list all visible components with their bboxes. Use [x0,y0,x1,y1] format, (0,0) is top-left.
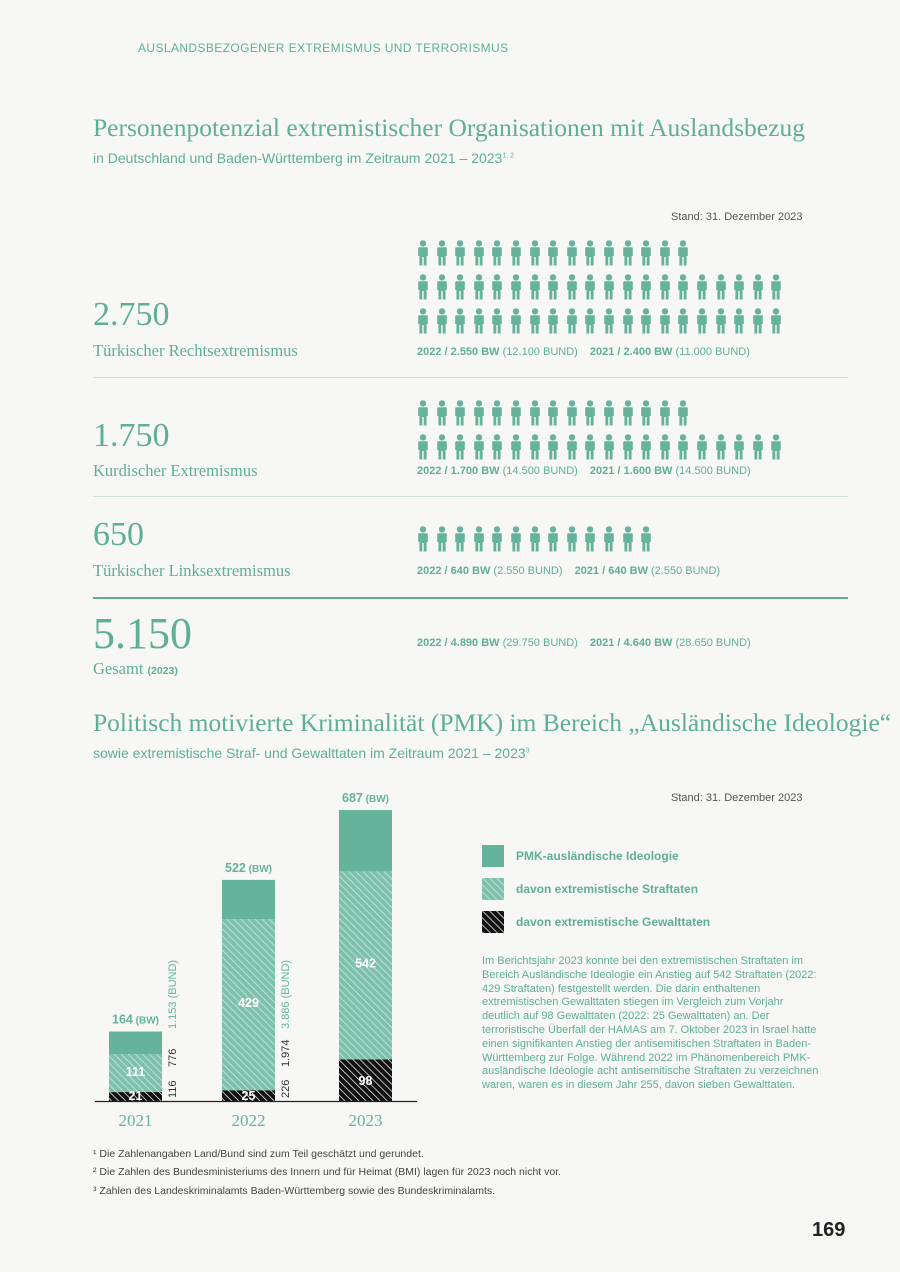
stat-2021: 2021 / 2.400 BW (11.000 BUND) [589,346,750,358]
footnote-1: ¹ Die Zahlenangaben Land/Bund sind zum Teil geschätzt und gerundet. [93,1148,424,1160]
bund-label-pmk-2021: 1.153 (BUND) [167,959,179,1029]
data-label-gewalttaten-2023: 98 [358,1074,373,1089]
bund-label-straftaten-2022: 1.974 [280,1039,292,1067]
data-label-straftaten-2022: 429 [238,995,259,1010]
category-value: 2.750 [93,296,170,333]
category-name: Türkischer Rechtsextremismus [93,341,298,360]
legend-swatch-solid [482,845,504,867]
category-value: 1.750 [93,417,170,454]
section1-stand: Stand: 31. Dezember 2023 [671,211,803,223]
bund-label-gewalttaten-2021: 116 [167,1080,179,1098]
section2-subtitle: sowie extremistische Straf- und Gewalttaten im Zeitraum 2021 – 2023$^3$ [93,745,530,761]
data-label-total-2023: 687 (BW) [342,790,389,805]
footnote-3: ³ Zahlen des Landeskriminalamts Baden-Württemberg sowie des Bundeskriminalamts. [93,1185,496,1197]
x-tick-label-2023: 2023 [348,1111,383,1130]
bar-pmk-2023 [339,810,392,871]
category-name: Kurdischer Extremismus [93,461,258,480]
bund-label-pmk-2022: 3.886 (BUND) [280,959,292,1029]
x-tick-label-2021: 2021 [118,1111,153,1130]
stat-2022: 2022 / 4.890 BW (29.750 BUND) [417,637,578,649]
stat-2021: 2021 / 640 BW (2.550 BUND) [574,565,721,577]
data-label-gewalttaten-2022: 25 [241,1089,256,1103]
legend-swatch-black-hatched [482,911,504,933]
total-name: Gesamt (2023) [93,659,178,678]
legend-item-pmk: PMK-ausländische Ideologie [482,845,679,867]
section2-description: Im Berichtsjahr 2023 konnte bei den extremistischen Straftaten im Bereich Ausländische Ideologie ein Anstieg auf 542 Straftaten (2022: 429 Straftaten) festgestellt werden. Die darin enthaltenen extremistischen Gewalttaten stiegen im Vergleich zum Vorjahr deutlich auf 98 Gewalttaten (2022: 25 Gewalttaten) an. Der terroristische Überfall der HAMAS am 7. Oktober 2023 in Israel hatte einen signifikanten Anstieg der antisemitischen Straftaten in Baden-Württemberg zur Folge. Während 2022 im Phänomenbereich PMK-ausländische Ideologie acht antisemitische Straftaten zu verzeichnen waren, waren es in diesem Jahr 255, davon sieben Gewalttaten. [482,955,819,1092]
category-value: 650 [93,516,144,553]
data-label-straftaten-2021: 111 [125,1064,146,1079]
stat-2021: 2021 / 4.640 BW (28.650 BUND) [589,637,751,649]
section1-subtitle: in Deutschland und Baden-Württemberg im Zeitraum 2021 – 2023$^{1, 2}$ [93,150,515,166]
category-name: Türkischer Linksextremismus [93,561,291,580]
total-value: 5.150 [93,609,192,658]
section1-title: Personenpotenzial extremistischer Organisationen mit Auslandsbezug [93,113,805,142]
footnote-2: ² Die Zahlen des Bundesministeriums des Innern und für Heimat (BMI) lagen für 2023 noch nicht vor. [93,1166,562,1178]
data-label-total-2021: 164 (BW) [112,1012,159,1027]
page-number: 169 [812,1219,846,1241]
stat-2022: 2022 / 2.550 BW (12.100 BUND) [417,346,578,358]
data-label-total-2022: 522 (BW) [225,860,272,875]
stat-2021: 2021 / 1.600 BW (14.500 BUND) [589,465,751,477]
data-label-gewalttaten-2021: 21 [128,1089,143,1103]
data-label-straftaten-2023: 542 [355,956,376,971]
x-tick-label-2022: 2022 [231,1111,266,1130]
bar-pmk-2021 [109,1032,162,1054]
stat-2022: 2022 / 1.700 BW (14.500 BUND) [417,465,578,477]
section-header: AUSLANDSBEZOGENER EXTREMISMUS UND TERRORISMUS [138,41,509,55]
legend-item-straftaten: davon extremistische Straftaten [482,878,698,900]
bund-label-gewalttaten-2022: 226 [280,1079,292,1098]
bar-pmk-2022 [222,880,275,919]
bund-label-straftaten-2021: 776 [167,1048,179,1067]
stat-2022: 2022 / 640 BW (2.550 BUND) [417,565,563,577]
legend-swatch-hatched [482,878,504,900]
legend-item-gewalttaten: davon extremistische Gewalttaten [482,911,710,933]
section2-stand: Stand: 31. Dezember 2023 [671,792,803,804]
section2-title: Politisch motivierte Kriminalität (PMK) im Bereich „Ausländische Ideologie“ [93,708,892,737]
